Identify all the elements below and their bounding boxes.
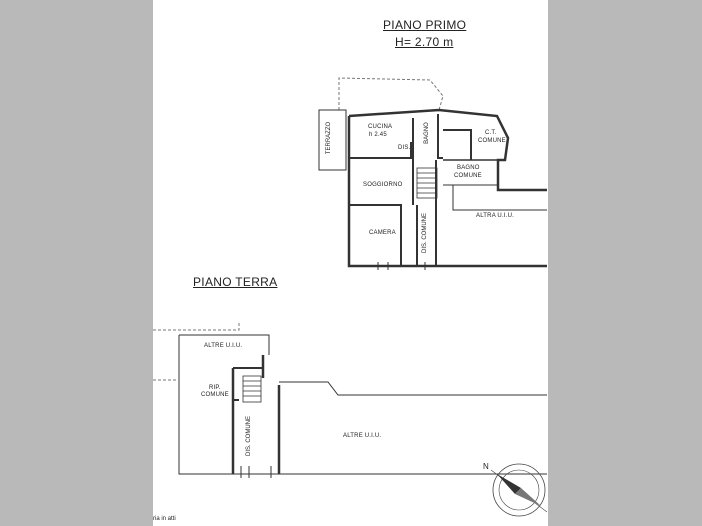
altre-uiu-top-label: ALTRE U.I.U. [204, 343, 243, 349]
camera-label: CAMERA [369, 230, 396, 236]
bagno-label: BAGNO [423, 122, 430, 144]
upper-dashed-outline [339, 78, 443, 110]
terrazzo-label: TERRAZZO [326, 121, 333, 155]
ground-wall-altre [279, 382, 547, 395]
dis-comune-label: DIS. COMUNE [422, 212, 429, 254]
floor-plan-drawing [153, 0, 548, 526]
rip-label: RIP. [209, 385, 221, 391]
ground-floor-stairs [243, 376, 261, 402]
terrazzo-outline [319, 110, 346, 170]
floor-plan-sheet [153, 0, 548, 526]
bagno-comune-label-1: BAGNO [457, 165, 480, 171]
dis-label: DIS. [398, 145, 411, 151]
first-floor-stairs [417, 168, 437, 198]
compass-rose-icon [491, 464, 547, 516]
ct-label: C.T. [485, 130, 497, 136]
rip-comune-label: COMUNE [201, 392, 229, 398]
first-floor-outer-wall [349, 110, 547, 190]
cucina-label: CUCINA [368, 124, 393, 130]
altra-uiu-label: ALTRA U.I.U. [476, 213, 514, 219]
first-floor-title: PIANO PRIMO [383, 18, 467, 32]
ct-comune-label: COMUNE [478, 138, 506, 144]
cucina-height-label: h 2.45 [369, 132, 387, 138]
ground-window-marks [241, 466, 271, 478]
wall-bagno-right [438, 114, 443, 158]
bagno-comune-label-2: COMUNE [454, 173, 482, 179]
first-floor-height: H= 2.70 m [395, 35, 454, 49]
wall-ct [443, 130, 471, 160]
ground-dis-comune-label: DIS. COMUNE [246, 415, 253, 457]
soggiorno-label: SOGGIORNO [363, 182, 403, 188]
altre-uiu-main-label: ALTRE U.I.U. [343, 433, 382, 439]
north-label: N [483, 462, 489, 471]
footer-text: ria in atti [153, 516, 176, 522]
ground-dashed-top [153, 322, 239, 330]
ground-floor-title: PIANO TERRA [193, 275, 278, 289]
